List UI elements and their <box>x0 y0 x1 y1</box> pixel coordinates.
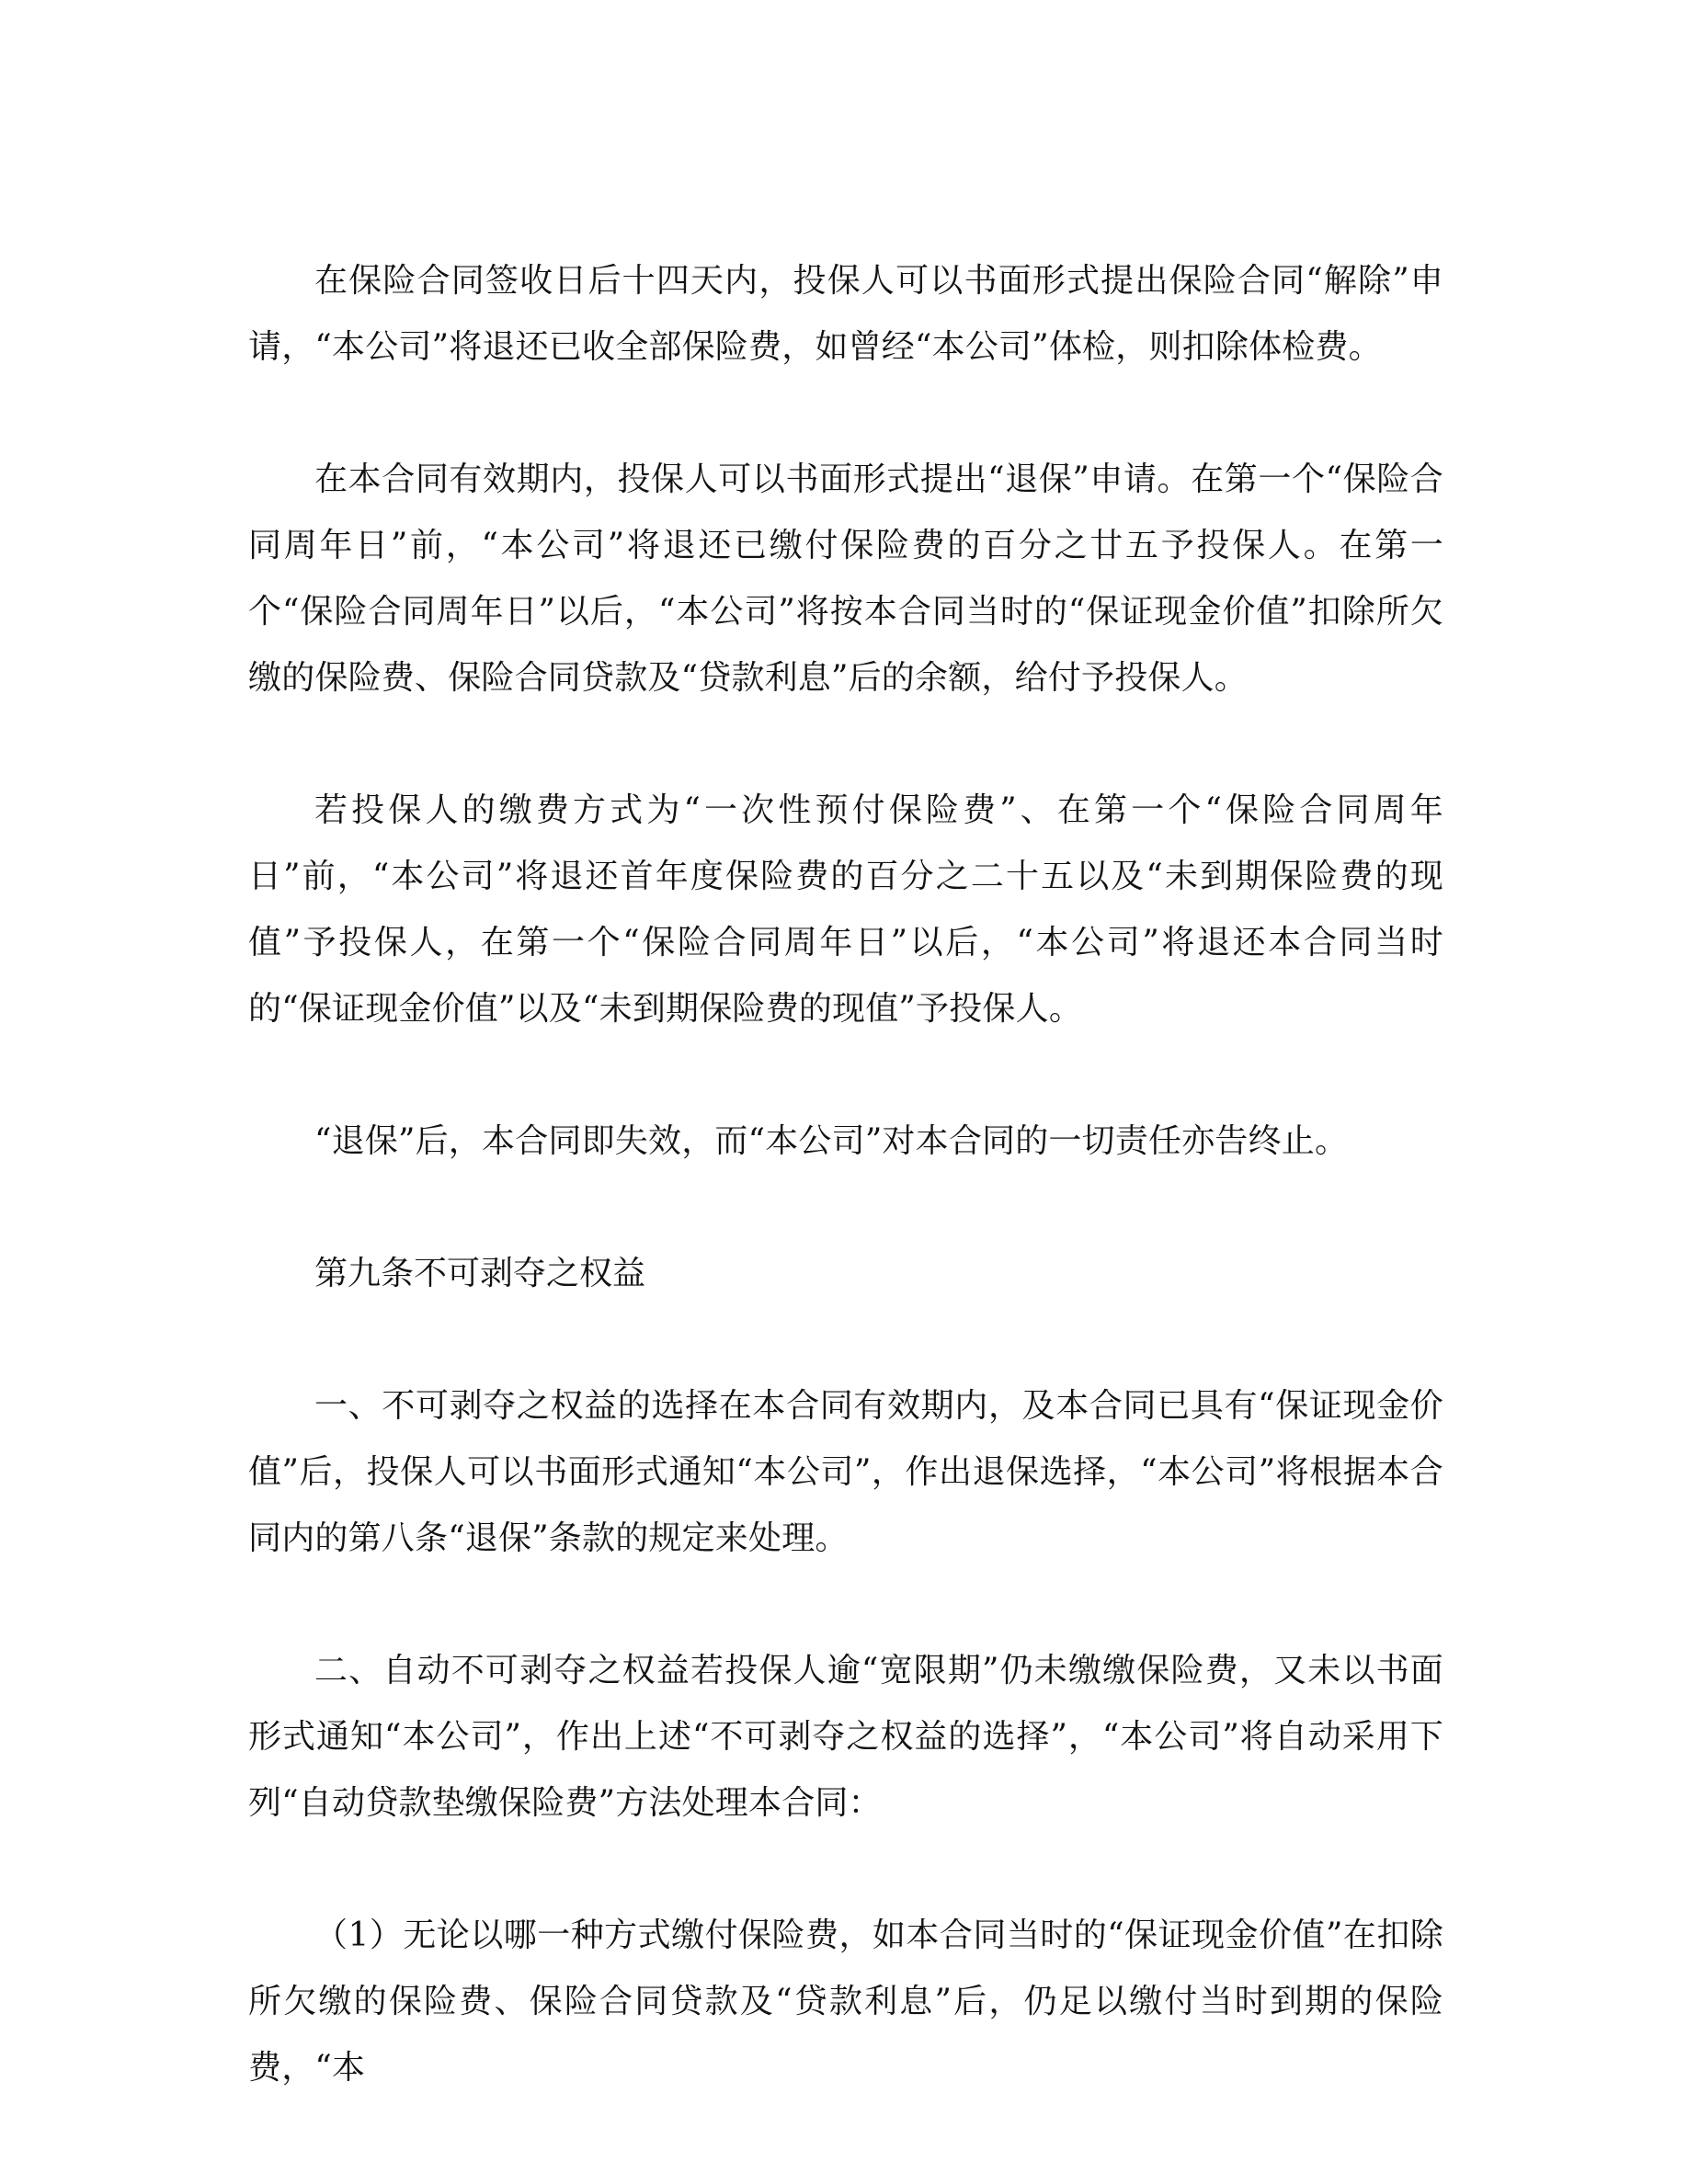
paragraph-gap <box>248 1837 1443 1903</box>
paragraph-gap <box>248 1307 1443 1373</box>
paragraph-option-two: 二、自动不可剥夺之权益若投保人逾“宽限期”仍未缴缴保险费，又未以书面形式通知“本公司”，作出上述“不可剥夺之权益的选择”，“本公司”将自动采用下列“自动贷款垫缴保险费”方法处理本合同： <box>248 1652 1443 1822</box>
paragraph-single-premium: 若投保人的缴费方式为“一次性预付保险费”、在第一个“保险合同周年日”前，“本公司”将退还首年度保险费的百分之二十五以及“未到期保险费的现值”予投保人，在第一个“保险合同周年日”以后，“本公司”将退还本合同当时的“保证现金价值”以及“未到期保险费的现值”予投保人。 <box>248 791 1443 1028</box>
paragraph-gap <box>248 381 1443 447</box>
paragraph-gap <box>248 1175 1443 1241</box>
article-heading: 第九条不可剥夺之权益 <box>314 1255 646 1292</box>
paragraph-option-one: 一、不可剥夺之权益的选择在本合同有效期内，及本合同已具有“保证现金价值”后，投保人可以书面形式通知“本公司”，作出退保选择，“本公司”将根据本合同内的第八条“退保”条款的规定来处理。 <box>248 1387 1443 1557</box>
paragraph-gap <box>248 1042 1443 1109</box>
paragraph-gap <box>248 1572 1443 1638</box>
paragraph-item-one: （1）无论以哪一种方式缴付保险费，如本合同当时的“保证现金价值”在扣除所欠缴的保险费、保险合同贷款及“贷款利息”后，仍足以缴付当时到期的保险费，“本 <box>248 1917 1443 2087</box>
paragraph-surrender: 在本合同有效期内，投保人可以书面形式提出“退保”申请。在第一个“保险合同周年日”前，“本公司”将退还已缴付保险费的百分之廿五予投保人。在第一个“保险合同周年日”以后，“本公司”将按本合同当时的“保证现金价值”扣除所欠缴的保险费、保险合同贷款及“贷款利息”后的余额，给付予投保人。 <box>248 461 1443 697</box>
paragraph-termination: “退保”后，本合同即失效，而“本公司”对本合同的一切责任亦告终止。 <box>314 1122 1349 1160</box>
document-body <box>248 248 1443 2101</box>
paragraph-gap <box>248 711 1443 778</box>
paragraph-cancellation: 在保险合同签收日后十四天内，投保人可以书面形式提出保险合同“解除”申请，“本公司”将退还已收全部保险费，如曾经“本公司”体检，则扣除体检费。 <box>248 262 1443 366</box>
